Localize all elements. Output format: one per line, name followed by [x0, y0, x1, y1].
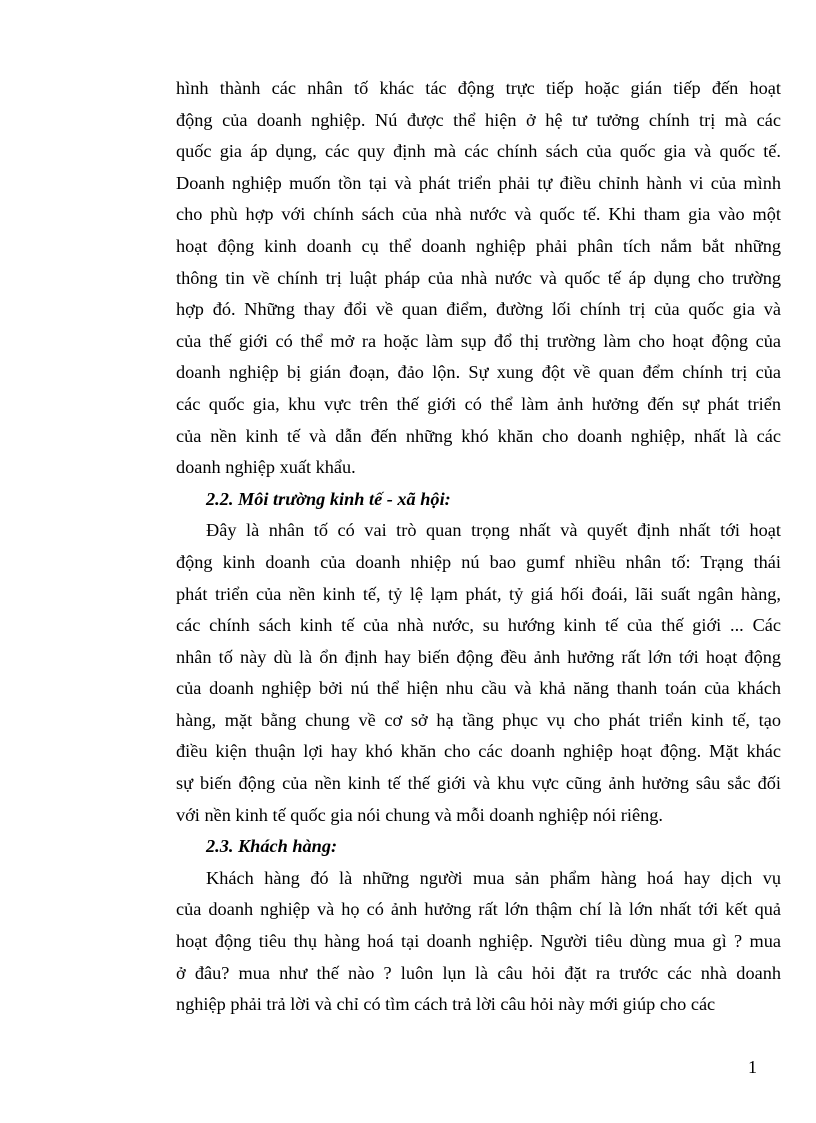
- text-line: nghiệp phải trả lời và chỉ có tìm cách trả lời câu hỏi này mới giúp cho các: [176, 994, 716, 1015]
- text-line: hàng, mặt bằng chung về cơ sở hạ tầng phục vụ cho phát triển kinh tế, tạo: [176, 709, 781, 730]
- text-line: động của doanh nghiệp. Nú được thể hiện ở hệ tư tưởng chính trị mà các: [176, 109, 781, 130]
- text-line: Đây là nhân tố có vai trò quan trọng nhất và quyết định nhất tới hoạt: [206, 520, 781, 541]
- text-line: doanh nghiệp xuất khẩu.: [176, 457, 356, 478]
- page-number: 1: [748, 1057, 757, 1077]
- paragraph-economic-environment: [176, 515, 781, 831]
- text-line: sự biến động của nền kinh tế thế giới và khu vực cũng ảnh hưởng sâu sắc đối: [176, 773, 781, 794]
- text-line: hoạt động kinh doanh cụ thể doanh nghiệp phải phân tích nắm bắt những: [176, 235, 781, 256]
- text-line: doanh nghiệp bị gián đoạn, đảo lộn. Sự xung đột về quan đểm chính trị của: [176, 362, 781, 383]
- text-line: điều kiện thuận lợi hay khó khăn cho các doanh nghiệp hoạt động. Mặt khác: [176, 741, 781, 762]
- text-line: thông tin về chính trị luật pháp của nhà nước và quốc tế áp dụng cho trường: [176, 267, 781, 288]
- paragraph-political-environment: [176, 73, 781, 484]
- text-line: hình thành các nhân tố khác tác động trực tiếp hoặc gián tiếp đến hoạt: [176, 78, 781, 98]
- text-line: cho phù hợp với chính sách của nhà nước và quốc tế. Khi tham gia vào một: [176, 204, 781, 225]
- text-line: với nền kinh tế quốc gia nói chung và mỗi doanh nghiệp nói riêng.: [176, 804, 663, 825]
- text-line: của thế giới có thể mở ra hoặc làm sụp đổ thị trường làm cho hoạt động của: [176, 330, 781, 351]
- text-line: hợp đó. Những thay đổi về quan điểm, đường lối chính trị của quốc gia và: [176, 299, 781, 320]
- text-line: hoạt động tiêu thụ hàng hoá tại doanh nghiệp. Người tiêu dùng mua gì ? mua: [176, 931, 781, 952]
- text-line: ở đâu? mua như thế nào ? luôn lụn là câu hỏi đặt ra trước các nhà doanh: [176, 962, 781, 983]
- text-line: nhân tố này dù là ổn định hay biến động đều ảnh hưởng rất lớn tới hoạt động: [176, 646, 781, 667]
- text-line: Doanh nghiệp muốn tồn tại và phát triển phải tự điều chỉnh hành vi của mình: [176, 172, 781, 193]
- text-line: Khách hàng đó là những người mua sản phẩm hàng hoá hay dịch vụ: [206, 867, 781, 888]
- text-line: của nền kinh tế và dẫn đến những khó khăn cho doanh nghiệp, nhất là các: [176, 425, 781, 446]
- section-heading-customers: 2.3. Khách hàng:: [206, 836, 338, 857]
- document-body: [176, 73, 781, 1021]
- text-line: động kinh doanh của doanh nhiệp nú bao gumf nhiều nhân tố: Trạng thái: [176, 551, 781, 572]
- text-line: phát triển của nền kinh tế, tỷ lệ lạm phát, tỷ giá hối đoái, lãi suất ngân hàng,: [176, 583, 781, 604]
- text-line: của doanh nghiệp bởi nú thể hiện nhu cầu và khả năng thanh toán của khách: [176, 678, 781, 699]
- text-line: quốc gia áp dụng, các quy định mà các chính sách của quốc gia và quốc tế.: [176, 141, 781, 162]
- text-line: các quốc gia, khu vực trên thế giới có thể làm ảnh hưởng đến sự phát triển: [176, 393, 781, 414]
- text-line: các chính sách kinh tế của nhà nước, su hướng kinh tế của thế giới ... Các: [176, 615, 781, 636]
- section-heading-economic-environment: 2.2. Môi trường kinh tế - xã hội:: [206, 488, 451, 509]
- text-line: của doanh nghiệp và họ có ảnh hưởng rất lớn thậm chí là lớn nhất tới kết quả: [176, 899, 781, 920]
- paragraph-customers: [176, 863, 781, 1021]
